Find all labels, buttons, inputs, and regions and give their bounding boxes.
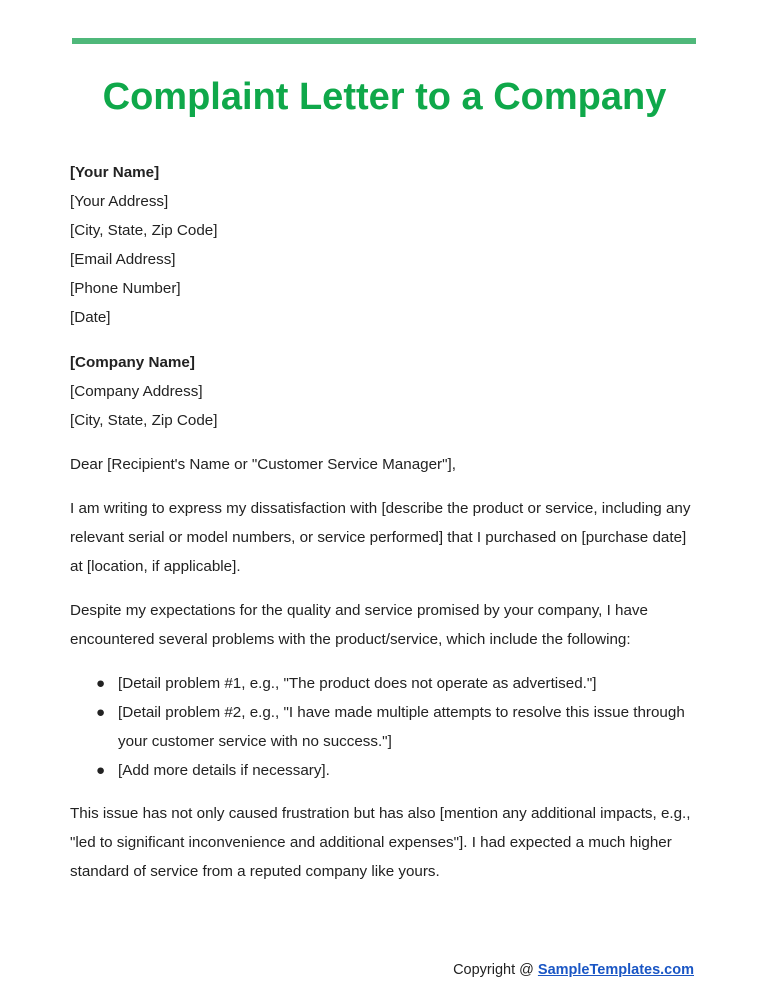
top-accent-rule — [72, 38, 696, 44]
list-item — [70, 756, 700, 785]
copyright-footer — [453, 960, 694, 980]
letter-body — [70, 158, 700, 886]
recipient-address: [Company Address] — [70, 383, 203, 400]
recipient-block — [70, 348, 700, 435]
sender-phone: [Phone Number] — [70, 280, 181, 297]
sender-email: [Email Address] — [70, 251, 176, 268]
list-item-text: [Detail problem #2, e.g., "I have made multiple attempts to resolve this issue through your customer service with no success."] — [118, 704, 685, 750]
recipient-city: [City, State, Zip Code] — [70, 412, 218, 429]
recipient-company: [Company Name] — [70, 354, 195, 371]
paragraph-intro: I am writing to express my dissatisfaction with [describe the product or service, including any relevant serial or model numbers, or service performed] that I purchased on [purchase date] at [location, if applicable]. — [70, 500, 691, 575]
sender-date: [Date] — [70, 309, 111, 326]
paragraph-impact: This issue has not only caused frustration but has also [mention any additional impacts, e.g., "led to significant inconvenience and additional expenses"]. I had expected a much higher standard of service from a reputed company like yours. — [70, 805, 691, 880]
sampletemplates-link[interactable]: SampleTemplates.com — [537, 962, 694, 978]
bullet-icon: ● — [96, 762, 106, 779]
paragraph-problems: Despite my expectations for the quality and service promised by your company, I have encountered several problems with the product/service, which include the following: — [70, 602, 648, 648]
bullet-icon: ● — [96, 704, 106, 721]
sender-address: [Your Address] — [70, 193, 169, 210]
salutation: Dear [Recipient's Name or "Customer Service Manager"], — [70, 456, 456, 473]
bullet-icon: ● — [96, 675, 106, 692]
sender-block — [70, 158, 700, 332]
sender-city: [City, State, Zip Code] — [70, 222, 218, 239]
list-item-text: [Detail problem #1, e.g., "The product does not operate as advertised."] — [118, 675, 597, 692]
page-title: Complaint Letter to a Company — [102, 76, 667, 118]
problem-list — [70, 669, 700, 785]
copyright-text: Copyright @ — [453, 962, 538, 978]
list-item — [70, 669, 700, 698]
sender-name: [Your Name] — [70, 164, 160, 181]
list-item-text: [Add more details if necessary]. — [118, 762, 330, 779]
list-item — [70, 698, 700, 756]
